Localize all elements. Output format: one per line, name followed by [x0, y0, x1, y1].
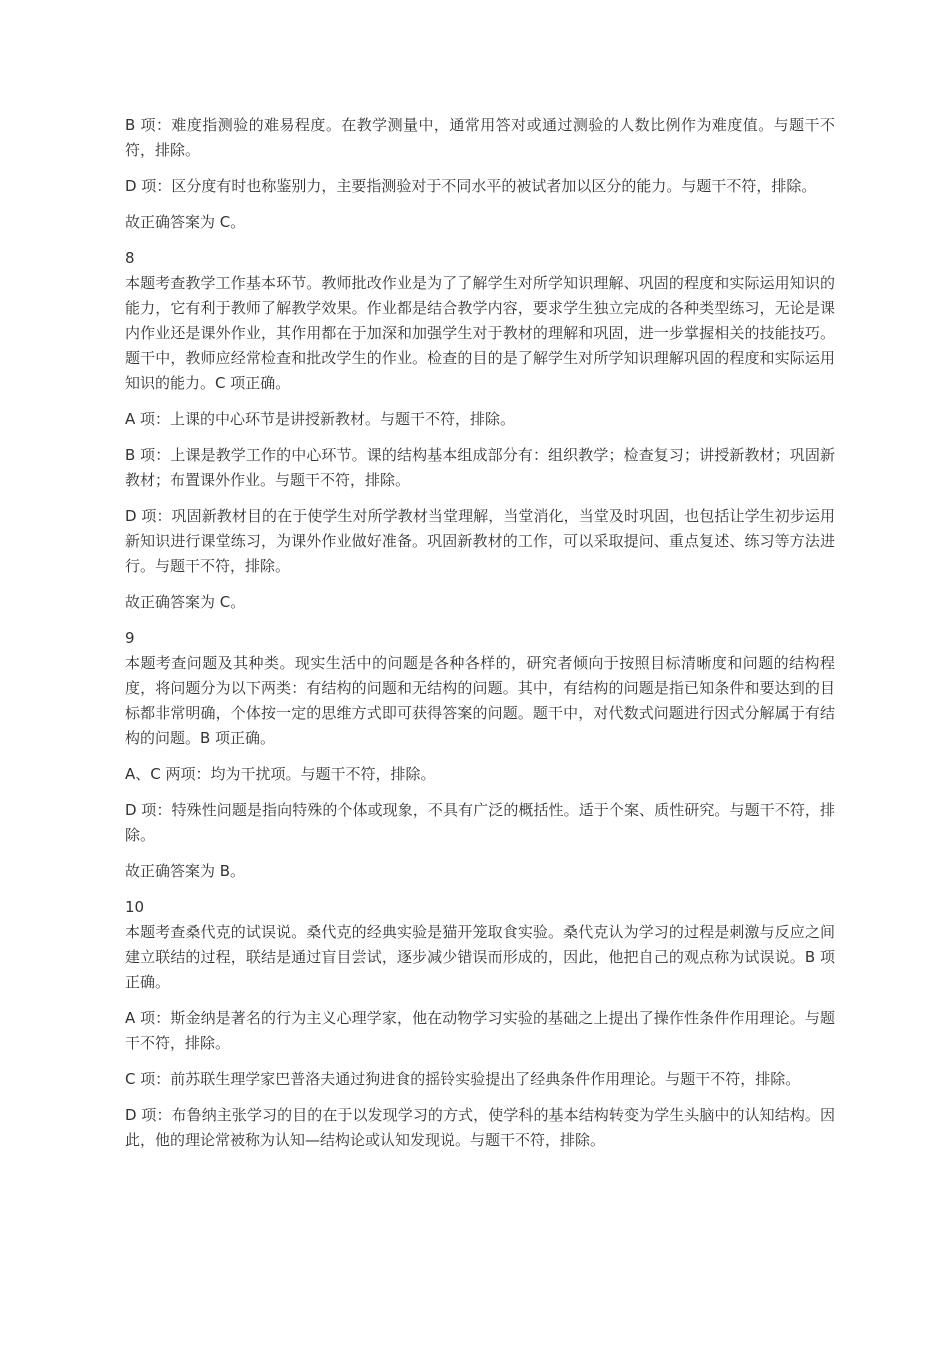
paragraph: B 项：上课是教学工作的中心环节。课的结构基本组成部分有：组织教学；检查复习；讲授新教材；巩固新教材；布置课外作业。与题干不符，排除。 — [125, 446, 835, 489]
paragraph: D 项：区分度有时也称鉴别力，主要指测验对于不同水平的被试者加以区分的能力。与题干不符，排除。 — [125, 177, 817, 195]
paragraph: A 项：上课的中心环节是讲授新教材。与题干不符，排除。 — [125, 410, 516, 428]
question-8-section — [125, 246, 835, 615]
paragraph: 故正确答案为 C。 — [125, 593, 246, 611]
intro-section — [125, 113, 835, 235]
paragraph: D 项：布鲁纳主张学习的目的在于以发现学习的方式，使学科的基本结构转变为学生头脑中的认知结构。因此，他的理论常被称为认知—结构论或认知发现说。与题干不符，排除。 — [125, 1106, 835, 1149]
paragraph: 故正确答案为 C。 — [125, 213, 246, 231]
question-number: 10 — [125, 898, 145, 916]
question-10-section — [125, 895, 835, 1153]
paragraph: A、C 两项：均为干扰项。与题干不符，排除。 — [125, 765, 436, 783]
question-9-section — [125, 626, 835, 884]
paragraph: 故正确答案为 B。 — [125, 862, 246, 880]
paragraph: A 项：斯金纳是著名的行为主义心理学家，他在动物学习实验的基础之上提出了操作性条件作用理论。与题干不符，排除。 — [125, 1009, 835, 1052]
paragraph: 本题考查问题及其种类。现实生活中的问题是各种各样的，研究者倾向于按照目标清晰度和问题的结构程度，将问题分为以下两类：有结构的问题和无结构的问题。其中，有结构的问题是指已知条件和要达到的目标都非常明确，个体按一定的思维方式即可获得答案的问题。题干中，对代数式问题进行因式分解属于有结构的问题。B 项正确。 — [125, 654, 835, 747]
paragraph: D 项：特殊性问题是指向特殊的个体或现象，不具有广泛的概括性。适于个案、质性研究。与题干不符，排除。 — [125, 801, 835, 844]
paragraph: 本题考查教学工作基本环节。教师批改作业是为了了解学生对所学知识理解、巩固的程度和实际运用知识的能力，它有利于教师了解教学效果。作业都是结合教学内容，要求学生独立完成的各种类型练习，无论是课内作业还是课外作业，其作用都在于加深和加强学生对于教材的理解和巩固，进一步掌握相关的技能技巧。题干中，教师应经常检查和批改学生的作业。检查的目的是了解学生对所学知识理解巩固的程度和实际运用知识的能力。C 项正确。 — [125, 274, 835, 392]
document-page — [125, 113, 835, 1164]
question-number: 8 — [125, 249, 135, 267]
question-number: 9 — [125, 629, 135, 647]
paragraph: C 项：前苏联生理学家巴普洛夫通过狗进食的摇铃实验提出了经典条件作用理论。与题干不符，排除。 — [125, 1070, 801, 1088]
paragraph: B 项：难度指测验的难易程度。在教学测量中，通常用答对或通过测验的人数比例作为难度值。与题干不符，排除。 — [125, 116, 835, 159]
paragraph: D 项：巩固新教材目的在于使学生对所学教材当堂理解，当堂消化，当堂及时巩固，也包括让学生初步运用新知识进行课堂练习，为课外作业做好准备。巩固新教材的工作，可以采取提问、重点复述、练习等方法进行。与题干不符，排除。 — [125, 507, 835, 575]
paragraph: 本题考查桑代克的试误说。桑代克的经典实验是猫开笼取食实验。桑代克认为学习的过程是刺激与反应之间建立联结的过程，联结是通过盲目尝试，逐步减少错误而形成的，因此，他把自己的观点称为试误说。B 项正确。 — [125, 923, 835, 991]
